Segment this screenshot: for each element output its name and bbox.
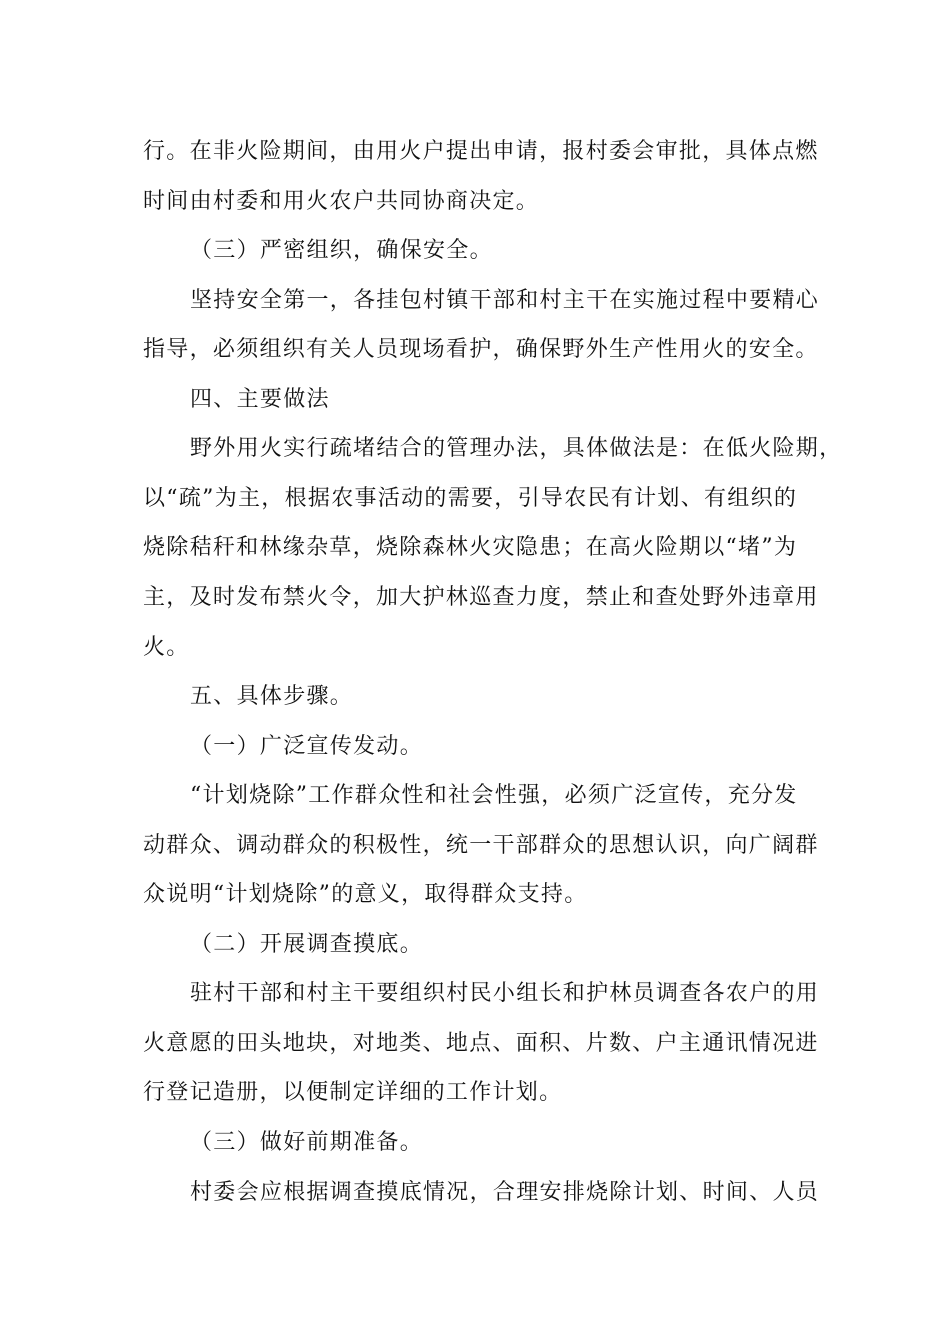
paragraph-line: 指导，必须组织有关人员现场看护，确保野外生产性用火的安全。 — [143, 337, 819, 362]
paragraph-line: 主，及时发布禁火令，加大护林巡查力度，禁止和查处野外违章用 — [143, 585, 819, 610]
paragraph-line: 动群众、调动群众的积极性，统一干部群众的思想认识，向广阔群 — [143, 833, 819, 858]
paragraph-line: 村委会应根据调查摸底情况，合理安排烧除计划、时间、人员 — [190, 1180, 820, 1205]
paragraph-line: 火意愿的田头地块，对地类、地点、面积、片数、户主通讯情况进 — [143, 1031, 819, 1056]
paragraph-line: 火。 — [143, 635, 190, 660]
paragraph-line: 行。在非火险期间，由用火户提出申请，报村委会审批，具体点燃 — [143, 139, 819, 164]
section-heading: 四、主要做法 — [190, 387, 330, 412]
section-heading: （三）做好前期准备。 — [190, 1130, 424, 1155]
section-heading: （三）严密组织，确保安全。 — [190, 238, 493, 263]
section-heading: 五、具体步骤。 — [190, 684, 354, 709]
paragraph-line: “计划烧除”工作群众性和社会性强，必须广泛宣传，充分发 — [190, 783, 798, 808]
paragraph-line: 以“疏”为主，根据农事活动的需要，引导农民有计划、有组织的 — [143, 486, 798, 511]
paragraph-line: 坚持安全第一，各挂包村镇干部和村主干在实施过程中要精心 — [190, 288, 820, 313]
paragraph-line: 行登记造册，以便制定详细的工作计划。 — [143, 1080, 563, 1105]
section-heading: （一）广泛宣传发动。 — [190, 734, 424, 759]
paragraph-line: 众说明“计划烧除”的意义，取得群众支持。 — [143, 882, 588, 907]
paragraph-line: 时间由村委和用火农户共同协商决定。 — [143, 189, 540, 214]
paragraph-line: 烧除秸秆和林缘杂草，烧除森林火灾隐患；在高火险期以“堵”为 — [143, 535, 798, 560]
paragraph-line: 驻村干部和村主干要组织村民小组长和护林员调查各农户的用 — [190, 981, 820, 1006]
paragraph-line: 野外用火实行疏堵结合的管理办法，具体做法是：在低火险期， — [190, 436, 843, 461]
section-heading: （二）开展调查摸底。 — [190, 932, 424, 957]
